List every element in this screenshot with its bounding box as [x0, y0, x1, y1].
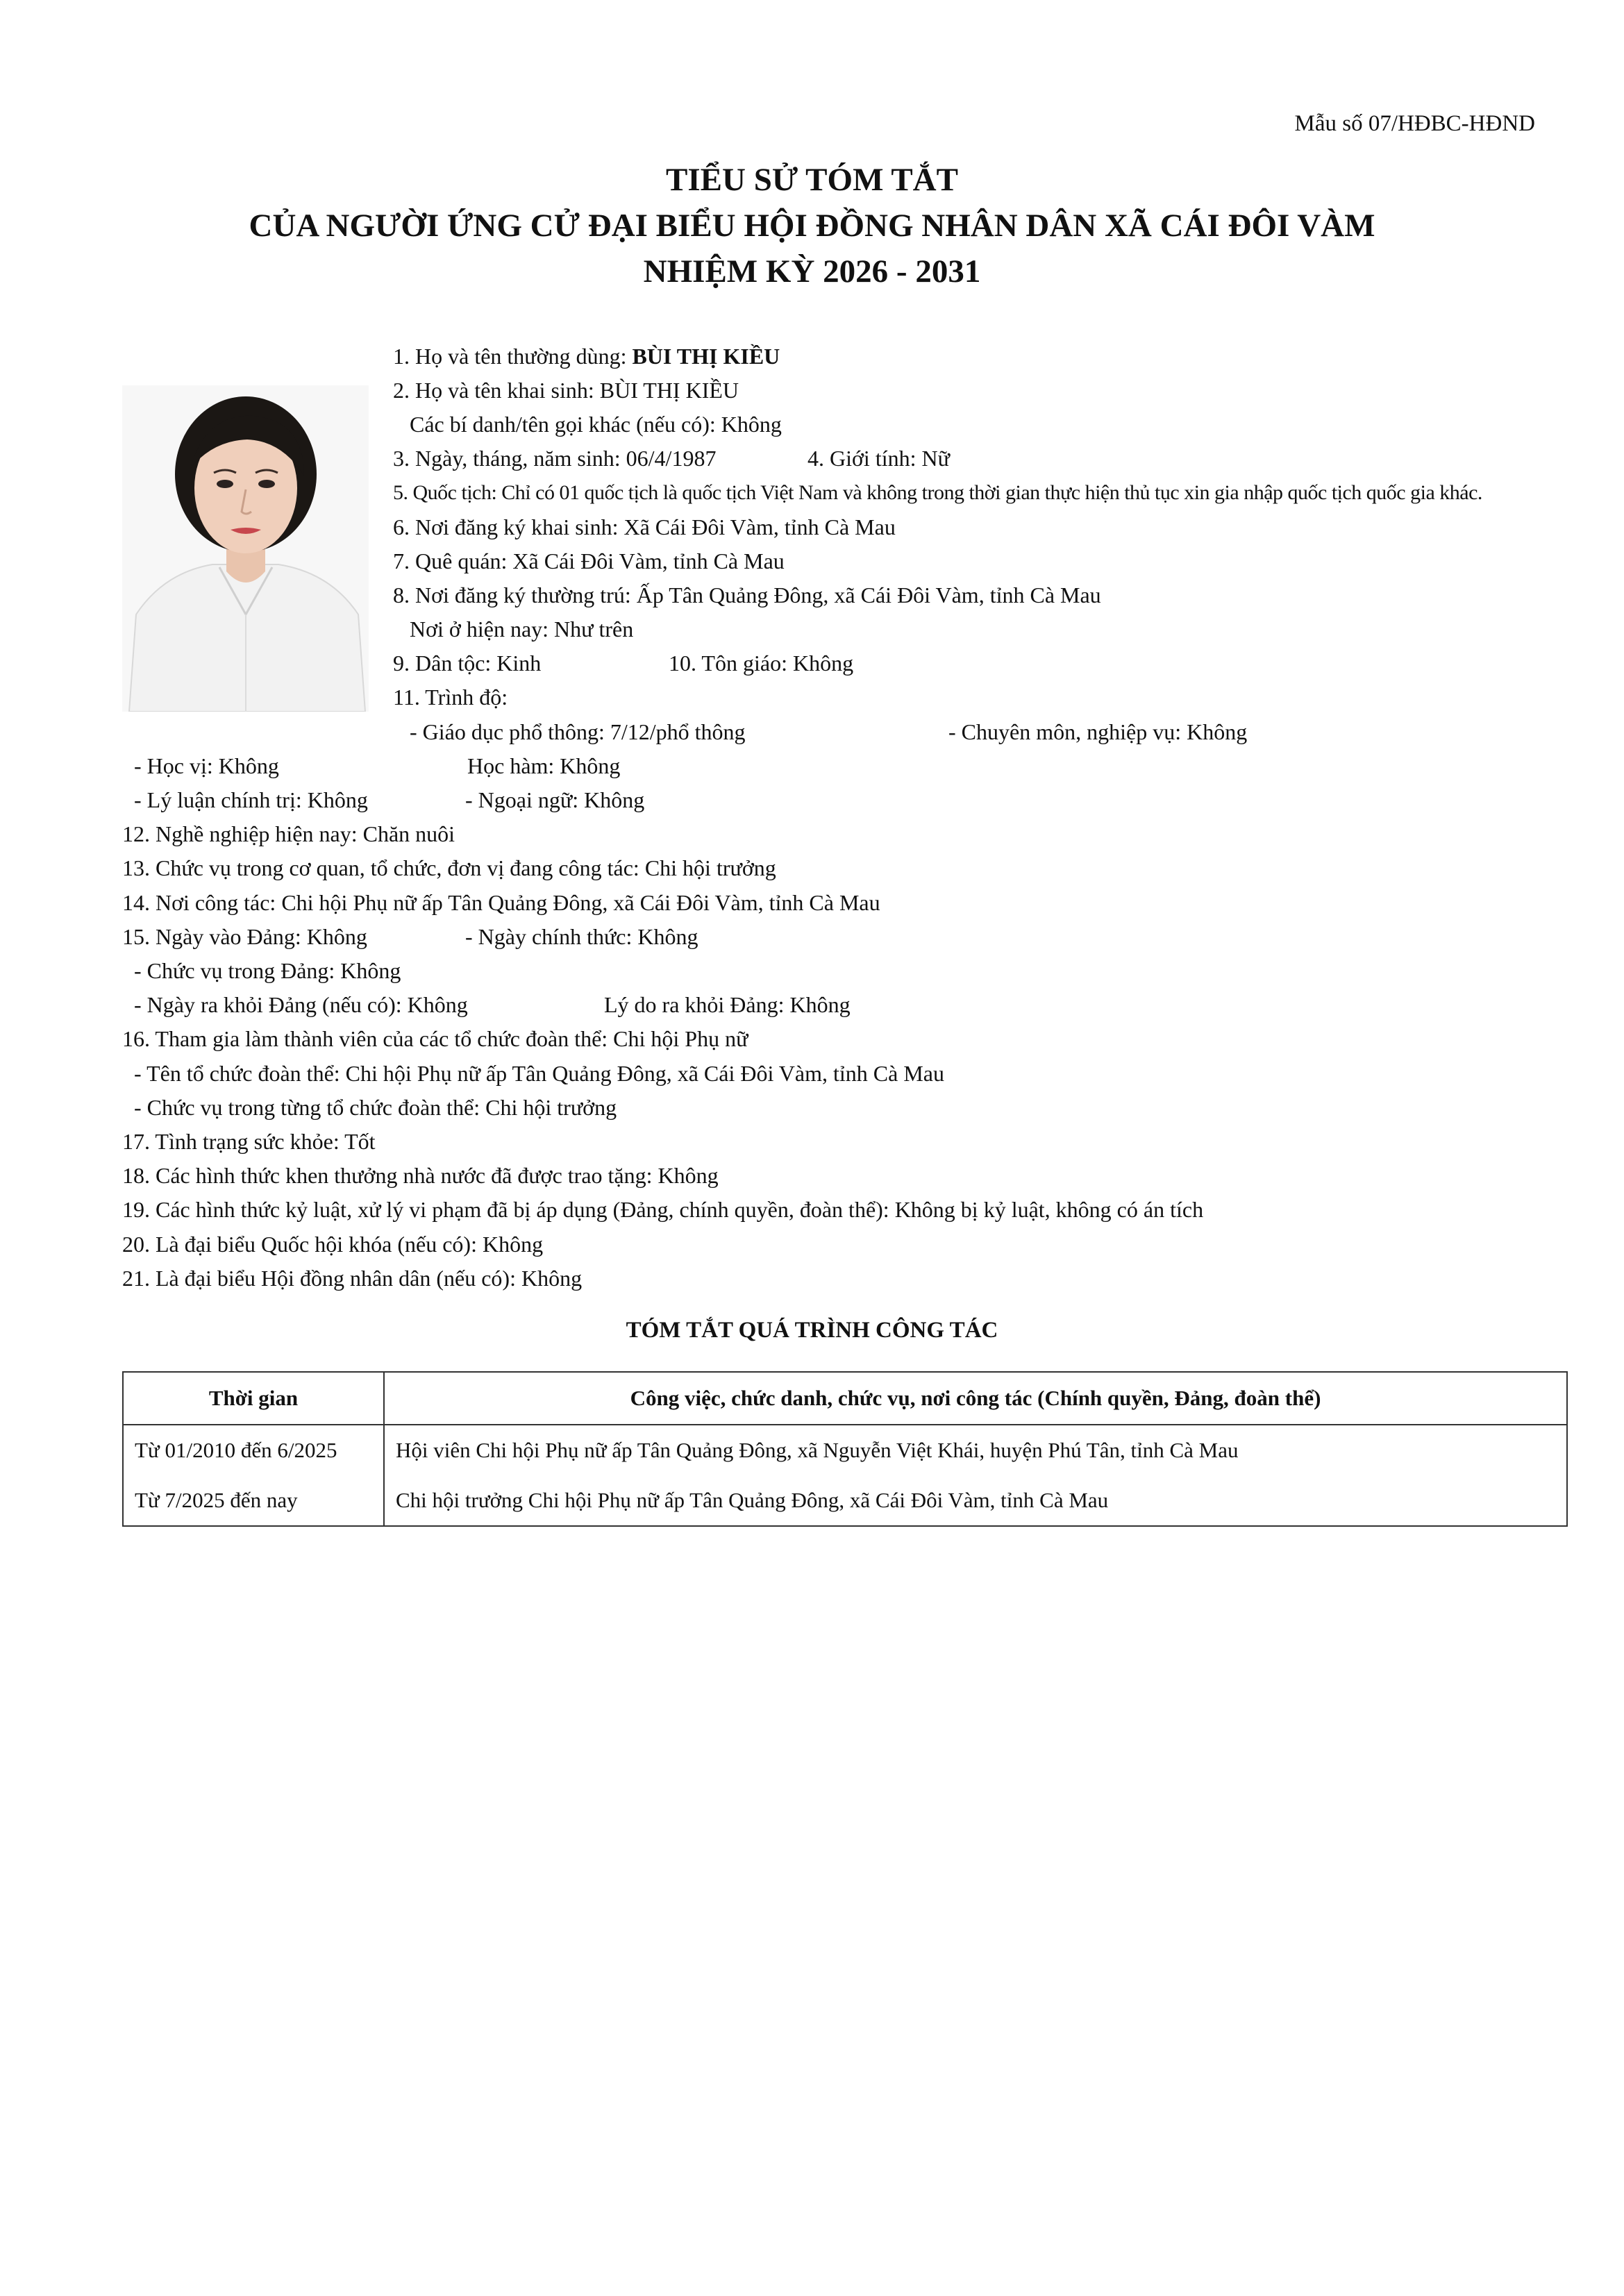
bio-line-16b: - Chức vụ trong từng tổ chức đoàn thể: Chi hội trưởng [134, 1095, 617, 1120]
bio-line-15b: - Ngày chính thức: Không [465, 924, 698, 949]
bio-line-16a: - Tên tổ chức đoàn thể: Chi hội Phụ nữ ấp Tân Quảng Đông, xã Cái Đôi Vàm, tỉnh Cà Mau [134, 1061, 944, 1086]
bio-line-11a: - Giáo dục phổ thông: 7/12/phổ thông [410, 719, 746, 744]
bio-line-3: 3. Ngày, tháng, năm sinh: 06/4/1987 [393, 446, 717, 471]
bio-line-15c: - Chức vụ trong Đảng: Không [134, 958, 401, 983]
bio-line-16: 16. Tham gia làm thành viên của các tổ chức đoàn thể: Chi hội Phụ nữ [122, 1026, 748, 1051]
bio-line-8: 8. Nơi đăng ký thường trú: Ấp Tân Quảng Đông, xã Cái Đôi Vàm, tỉnh Cà Mau [393, 583, 1101, 607]
bio-line-8b: Nơi ở hiện nay: Như trên [410, 617, 634, 642]
row-job: Chi hội trưởng Chi hội Phụ nữ ấp Tân Quảng Đông, xã Cái Đôi Vàm, tỉnh Cà Mau [384, 1475, 1567, 1526]
candidate-name: BÙI THỊ KIỀU [632, 344, 780, 369]
work-history-table [122, 1371, 1568, 1527]
row-time: Từ 01/2010 đến 6/2025 [123, 1425, 384, 1475]
bio-line-6: 6. Nơi đăng ký khai sinh: Xã Cái Đôi Vàm, tỉnh Cà Mau [393, 514, 896, 539]
bio-line-1 [393, 342, 780, 370]
row-time: Từ 7/2025 đến nay [123, 1475, 384, 1526]
title-line-2: CỦA NGƯỜI ỨNG CỬ ĐẠI BIỂU HỘI ĐỒNG NHÂN DÂN XÃ CÁI ĐÔI VÀM [249, 208, 1375, 244]
bio-line-11c: - Học vị: Không [134, 753, 279, 778]
bio-line-11d: Học hàm: Không [467, 753, 621, 778]
bio-line-14: 14. Nơi công tác: Chi hội Phụ nữ ấp Tân Quảng Đông, xã Cái Đôi Vàm, tỉnh Cà Mau [122, 890, 880, 915]
table-row [123, 1475, 1567, 1526]
col-time-header: Thời gian [123, 1372, 384, 1425]
candidate-photo [122, 385, 369, 712]
bio-line-2: 2. Họ và tên khai sinh: BÙI THỊ KIỀU [393, 378, 739, 403]
bio-line-13: 13. Chức vụ trong cơ quan, tổ chức, đơn vị đang công tác: Chi hội trưởng [122, 855, 776, 880]
bio-line-15: 15. Ngày vào Đảng: Không [122, 924, 367, 949]
bio-line-11: 11. Trình độ: [393, 685, 508, 710]
bio-line-11f: - Ngoại ngữ: Không [465, 787, 645, 812]
bio-line-17: 17. Tình trạng sức khỏe: Tốt [122, 1129, 376, 1154]
table-header-row [123, 1372, 1567, 1425]
col-job-header: Công việc, chức danh, chức vụ, nơi công tác (Chính quyền, Đảng, đoàn thể) [384, 1372, 1567, 1425]
work-section-title: TÓM TẮT QUÁ TRÌNH CÔNG TÁC [626, 1318, 998, 1343]
bio-line-12: 12. Nghề nghiệp hiện nay: Chăn nuôi [122, 821, 455, 846]
bio-line-5: 5. Quốc tịch: Chỉ có 01 quốc tịch là quốc tịch Việt Nam và không trong thời gian thực hiện thủ tục xin gia nhập quốc tịch quốc gia khác. [393, 481, 1482, 504]
bio-line-21: 21. Là đại biểu Hội đồng nhân dân (nếu có): Không [122, 1266, 583, 1291]
bio-line-19: 19. Các hình thức kỷ luật, xử lý vi phạm đã bị áp dụng (Đảng, chính quyền, đoàn thể): Không bị kỷ luật, không có án tích [122, 1197, 1204, 1222]
row-job: Hội viên Chi hội Phụ nữ ấp Tân Quảng Đông, xã Nguyễn Việt Khái, huyện Phú Tân, tỉnh Cà Mau [384, 1425, 1567, 1475]
bio-line-11b: - Chuyên môn, nghiệp vụ: Không [948, 719, 1248, 744]
bio-line-7: 7. Quê quán: Xã Cái Đôi Vàm, tỉnh Cà Mau [393, 548, 785, 573]
title-line-3: NHIỆM KỲ 2026 - 2031 [643, 253, 981, 290]
title-line-1: TIỂU SỬ TÓM TẮT [666, 162, 958, 198]
bio-line-10: 10. Tôn giáo: Không [669, 651, 854, 676]
bio-line-2b: Các bí danh/tên gọi khác (nếu có): Không [410, 412, 782, 437]
bio-line-4: 4. Giới tính: Nữ [807, 446, 950, 471]
form-code: Mẫu số 07/HĐBC-HĐND [1294, 111, 1535, 136]
bio-line-15d: - Ngày ra khỏi Đảng (nếu có): Không [134, 992, 468, 1017]
table-row [123, 1425, 1567, 1475]
bio-line-9: 9. Dân tộc: Kinh [393, 651, 542, 676]
bio-line-11e: - Lý luận chính trị: Không [134, 787, 368, 812]
bio-line-20: 20. Là đại biểu Quốc hội khóa (nếu có): Không [122, 1232, 544, 1257]
bio-line-18: 18. Các hình thức khen thưởng nhà nước đã được trao tặng: Không [122, 1163, 719, 1188]
bio-line-1-label: 1. Họ và tên thường dùng: [393, 344, 633, 369]
bio-line-15e: Lý do ra khỏi Đảng: Không [604, 992, 851, 1017]
